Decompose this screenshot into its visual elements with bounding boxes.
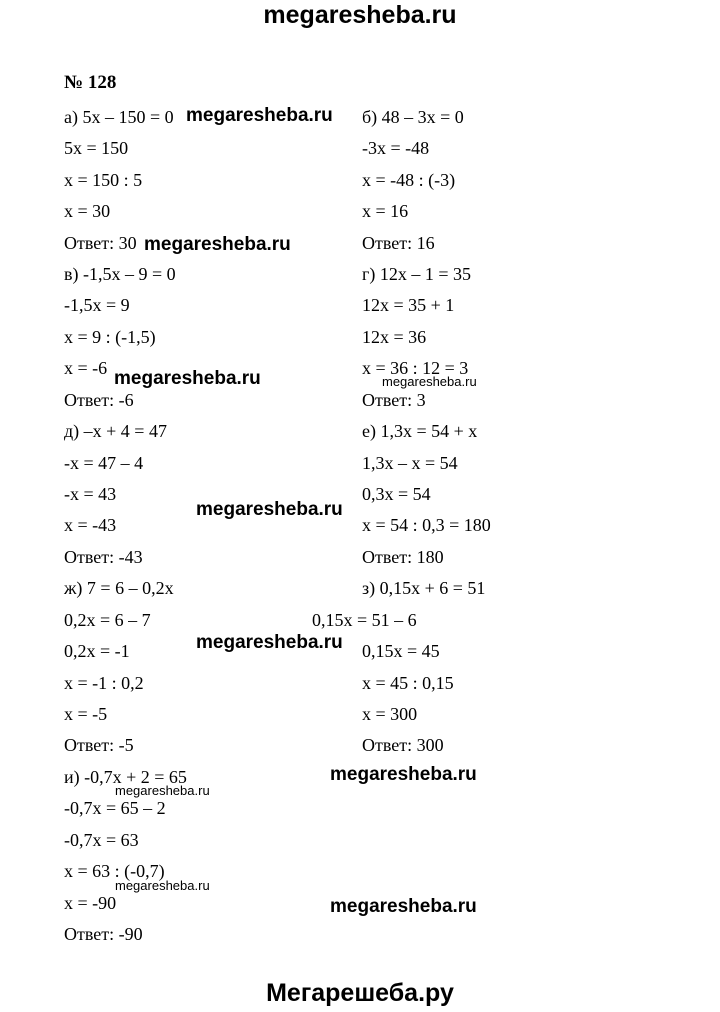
watermark: megaresheba.ru — [144, 234, 291, 255]
solution-g-line-1: г) 12x – 1 = 35 — [362, 264, 472, 284]
solution-i-line-3: -0,7x = 63 — [64, 830, 139, 850]
solution-g-line-3: 12x = 36 — [362, 327, 427, 347]
solution-zh-line-3: 0,2x = -1 — [64, 641, 130, 661]
solution-a-line-4: x = 30 — [64, 201, 111, 221]
solution-i-line-4: x = 63 : (-0,7) — [64, 861, 165, 881]
solution-a-line-2: 5x = 150 — [64, 138, 129, 158]
solution-v-line-3: x = 9 : (-1,5) — [64, 327, 156, 347]
watermark: megaresheba.ru — [196, 632, 343, 653]
watermark: megaresheba.ru — [114, 368, 261, 389]
solution-zh-line-4: x = -1 : 0,2 — [64, 673, 144, 693]
solution-b-line-2: -3x = -48 — [362, 138, 430, 158]
solution-e-line-2: 1,3x – x = 54 — [362, 453, 458, 473]
solution-e-line-1: е) 1,3x = 54 + x — [362, 421, 478, 441]
solution-z-line-2: 0,15x = 51 – 6 — [312, 610, 417, 630]
solution-a-answer: Ответ: 30 — [64, 233, 137, 253]
solution-d-answer: Ответ: -43 — [64, 547, 143, 567]
solution-i-line-1: и) -0,7x + 2 = 65 — [64, 767, 187, 787]
solution-zh-line-2: 0,2x = 6 – 7 — [64, 610, 151, 630]
solution-zh-line-1: ж) 7 = 6 – 0,2x — [64, 578, 174, 598]
solution-z-line-4: x = 45 : 0,15 — [362, 673, 454, 693]
task-number: № 128 — [64, 72, 117, 93]
watermark-small: megaresheba.ru — [115, 878, 210, 893]
solution-d-line-3: -x = 43 — [64, 484, 117, 504]
solution-z-line-1: з) 0,15x + 6 = 51 — [362, 578, 486, 598]
solution-e-answer: Ответ: 180 — [362, 547, 444, 567]
solution-d-line-2: -x = 47 – 4 — [64, 453, 144, 473]
solution-i-answer: Ответ: -90 — [64, 924, 143, 944]
solution-z-answer: Ответ: 300 — [362, 735, 444, 755]
solution-v-line-4: x = -6 — [64, 358, 108, 378]
watermark: megaresheba.ru — [330, 896, 477, 917]
watermark: megaresheba.ru — [186, 105, 333, 126]
solution-b-line-3: x = -48 : (-3) — [362, 170, 456, 190]
solution-g-line-4: x = 36 : 12 = 3 — [362, 358, 469, 378]
solution-v-line-1: в) -1,5x – 9 = 0 — [64, 264, 176, 284]
site-header: megaresheba.ru — [263, 1, 457, 29]
solution-i-line-2: -0,7x = 65 – 2 — [64, 798, 166, 818]
solution-b-answer: Ответ: 16 — [362, 233, 435, 253]
solution-zh-line-5: x = -5 — [64, 704, 108, 724]
watermark: megaresheba.ru — [330, 764, 477, 785]
solution-v-answer: Ответ: -6 — [64, 390, 134, 410]
solution-z-line-5: x = 300 — [362, 704, 418, 724]
solution-zh-answer: Ответ: -5 — [64, 735, 134, 755]
watermark: megaresheba.ru — [196, 499, 343, 520]
solution-i-line-5: x = -90 — [64, 893, 117, 913]
solution-g-answer: Ответ: 3 — [362, 390, 426, 410]
watermark-small: megaresheba.ru — [115, 783, 210, 798]
solution-e-line-4: x = 54 : 0,3 = 180 — [362, 515, 491, 535]
solution-z-line-3: 0,15x = 45 — [362, 641, 440, 661]
site-footer: Мегарешеба.ру — [266, 979, 454, 1007]
solution-a-line-3: x = 150 : 5 — [64, 170, 143, 190]
solution-e-line-3: 0,3x = 54 — [362, 484, 431, 504]
solution-d-line-1: д) –x + 4 = 47 — [64, 421, 167, 441]
solution-b-line-1: б) 48 – 3x = 0 — [362, 107, 464, 127]
watermark-small: megaresheba.ru — [382, 374, 477, 389]
solution-a-line-1: а) 5x – 150 = 0 — [64, 107, 174, 127]
solution-d-line-4: x = -43 — [64, 515, 117, 535]
solution-g-line-2: 12x = 35 + 1 — [362, 295, 455, 315]
solution-b-line-4: x = 16 — [362, 201, 409, 221]
solution-v-line-2: -1,5x = 9 — [64, 295, 130, 315]
